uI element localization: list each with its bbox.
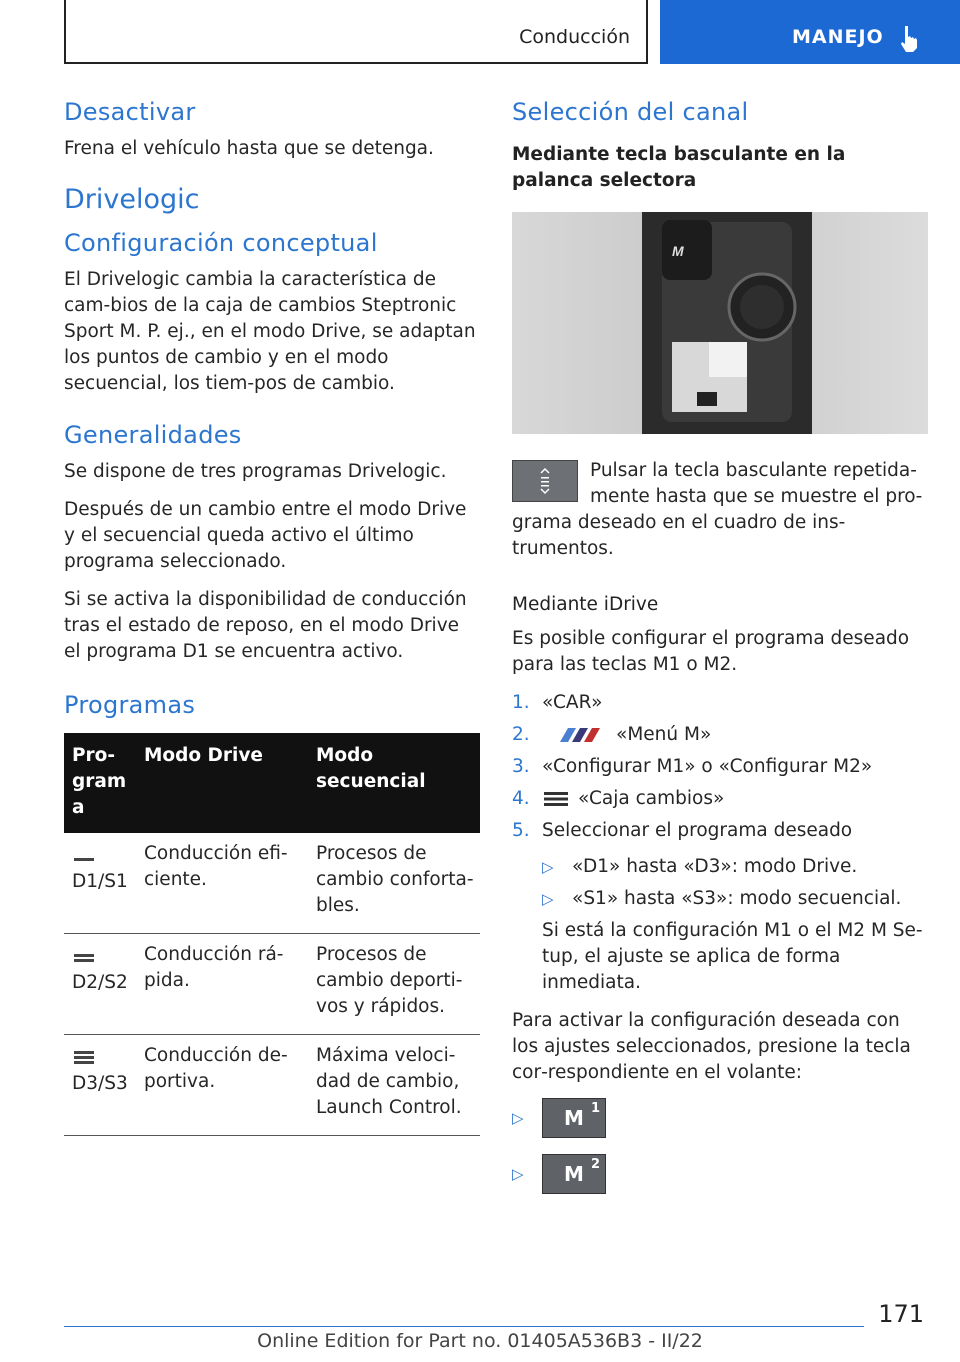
idrive-text: Es posible configurar el programa deseado para las teclas M1 o M2. [512,628,910,675]
drivelogic-heading: Drivelogic [64,184,200,215]
rocker-text: Pulsar la tecla basculante repetida‐mente hasta que se muestre el pro‐grama deseado en el cuadro de ins‐trumentos. [512,460,923,559]
header-section-box [64,0,648,64]
program-cell [64,833,136,934]
triangle-bullet-icon: ▷ [512,1109,524,1127]
step-number: 2. [512,724,530,745]
section-title: Conducción [519,26,630,48]
program-label: D3/S3 [72,1073,128,1094]
sequential-cell: Procesos de cambio conforta‐bles. [308,833,480,934]
step-number: 3. [512,756,530,777]
left-column [64,98,480,1136]
sequential-cell: Máxima veloci‐dad de cambio, Launch Control. [308,1035,480,1136]
triangle-bullet-icon: ▷ [512,1165,524,1183]
m2-number: 2 [590,1157,600,1172]
m-stripes-icon [552,727,608,743]
program-label: D2/S2 [72,972,128,993]
drivelogic-2-icon [72,950,96,964]
step-text: «CAR» [542,692,603,713]
m1-number: 1 [590,1101,600,1116]
sequential-cell: Procesos de cambio deporti‐vos y rápidos. [308,934,480,1035]
desactivar-text: Frena el vehículo hasta que se detenga. [64,138,434,159]
m1-button-icon[interactable] [542,1098,606,1138]
activate-text: Para activar la configuración deseada con los ajustes seleccionados, presione la tecla cor‐respondiente en el volante: [512,1010,911,1083]
gear-selector-photo [512,212,928,434]
bullet-text: «S1» hasta «S3»: modo secuencial. [572,888,902,909]
list-item [542,854,928,880]
page-number: 171 [878,1300,924,1328]
table-header-row [64,733,480,833]
table-row [64,1035,480,1136]
program-label: D1/S1 [72,871,128,892]
drive-cell: Conducción de‐portiva. [136,1035,308,1136]
rocker-instruction [512,458,928,592]
programs-heading: Programas [64,691,196,719]
step-text: «Menú M» [616,724,712,745]
m2-letter: M [564,1162,584,1186]
m2-key-item [512,1154,928,1194]
col-header-program: Pro‐gram a [64,733,136,833]
general-heading: Generalidades [64,421,242,449]
steps-list [512,690,928,844]
list-item [512,818,928,844]
drivelogic-3-icon [72,1051,96,1065]
drive-cell: Conducción rá‐pida. [136,934,308,1035]
m1-key-item [512,1098,928,1138]
bullet-text: «D1» hasta «D3»: modo Drive. [572,856,858,877]
triangle-bullet-icon: ▷ [542,890,554,908]
footer-divider [64,1326,864,1327]
m1-letter: M [564,1106,584,1130]
hand-pointer-icon [896,24,920,54]
step-text: Seleccionar el programa deseado [542,820,853,841]
triangle-bullet-icon: ▷ [542,858,554,876]
col-header-drive: Modo Drive [136,733,308,833]
rocker-subheading: Mediante tecla basculante en la palanca selectora [512,144,846,191]
step-number: 1. [512,692,530,713]
desactivar-heading: Desactivar [64,98,196,126]
program-cell [64,934,136,1035]
rocker-switch-icon [512,460,578,502]
m2-button-icon[interactable] [542,1154,606,1194]
step-text: «Caja cambios» [578,788,725,809]
svg-text:M: M [672,243,684,259]
list-item [512,754,928,780]
right-column [512,98,928,1210]
idrive-subheading: Mediante iDrive [512,594,659,615]
step-number: 5. [512,820,530,841]
chapter-tab[interactable] [660,0,960,64]
table-row [64,833,480,934]
list-item [512,786,928,812]
list-item [512,722,928,748]
program-bullets [512,854,928,912]
concept-heading: Configuración conceptual [64,229,378,257]
col-header-sequential: Modo secuencial [308,733,480,833]
program-cell [64,1035,136,1136]
channel-heading: Selección del canal [512,98,749,126]
general-text-2: Después de un cambio entre el modo Drive y el secuencial queda activo el último programa seleccionado. [64,499,467,572]
footer-edition: Online Edition for Part no. 01405A536B3 - II/22 [257,1330,703,1352]
chapter-title: MANEJO [792,26,884,48]
table-row [64,934,480,1035]
step-text: «Configurar M1» o «Configurar M2» [542,756,873,777]
concept-text: El Drivelogic cambia la característica de cam‐bios de la caja de cambios Steptronic Sport M. P. ej., en el modo Drive, se adaptan los puntos de cambio y en el modo secuencial, los tiem‐pos de cambio. [64,269,476,394]
drive-cell: Conducción efi‐ciente. [136,833,308,934]
setup-note: Si está la configuración M1 o el M2 M Se‐tup, el ajuste se aplica de forma inmediata. [542,920,923,993]
list-item [512,690,928,716]
programs-table [64,733,480,1136]
step-number: 4. [512,788,530,809]
general-text-3: Si se activa la disponibilidad de conducción tras el estado de reposo, en el modo Drive el programa D1 se encuentra activo. [64,589,467,662]
drivelogic-1-icon [72,849,96,863]
gearbox-icon [542,791,570,807]
general-text-1: Se dispone de tres programas Drivelogic. [64,461,447,482]
list-item [542,886,928,912]
